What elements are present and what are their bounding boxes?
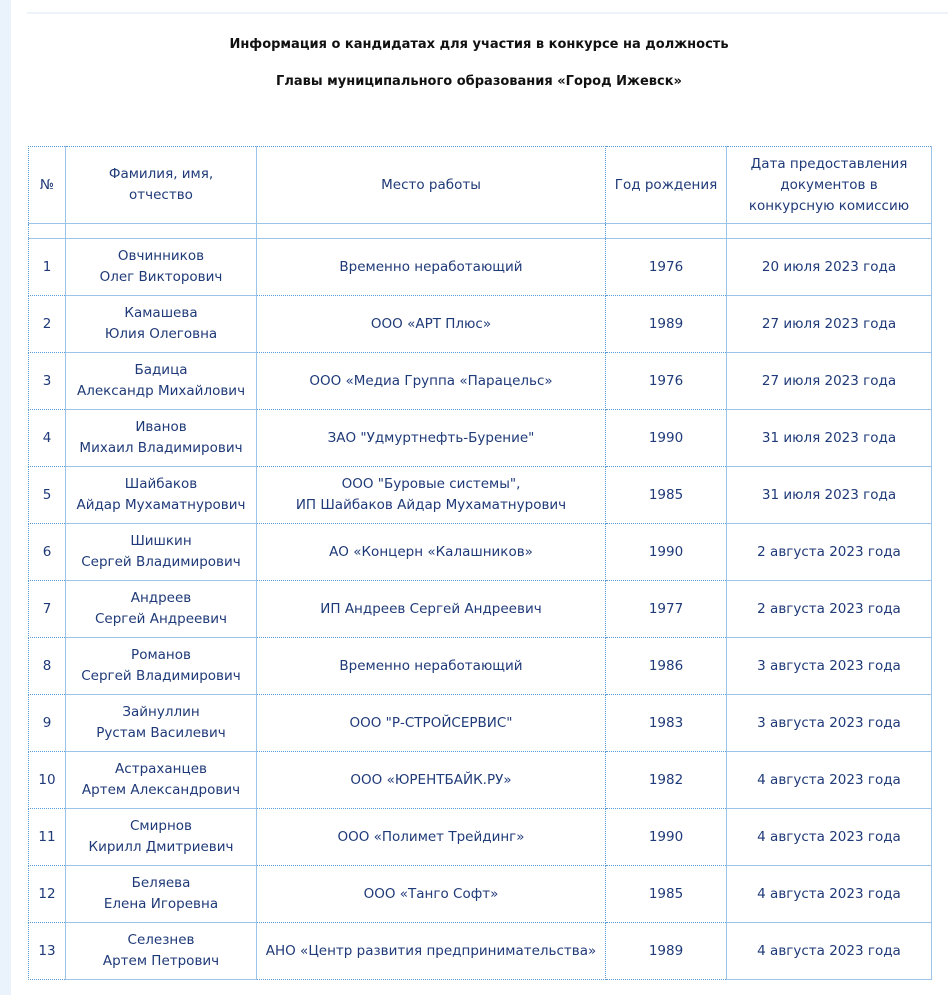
surname: Смирнов: [130, 818, 192, 834]
workplace: АО «Концерн «Калашников»: [329, 543, 533, 560]
row-name: [66, 923, 257, 980]
row-work: [257, 467, 606, 524]
table-row: [29, 296, 932, 353]
workplace-2: ИП Шайбаков Айдар Мухаматнурович: [295, 497, 567, 513]
table-row: [29, 239, 932, 296]
surname: Бадица: [134, 362, 188, 378]
spacer-row: [29, 224, 932, 239]
table-row: [29, 752, 932, 809]
left-sidebar-strip: [0, 0, 11, 995]
table-header: [29, 147, 932, 224]
workplace: ООО «Танго Софт»: [363, 885, 499, 902]
row-num: 3: [29, 353, 66, 410]
row-num: 10: [29, 752, 66, 809]
table-row: [29, 923, 932, 980]
table-row: [29, 467, 932, 524]
row-work: [257, 695, 606, 752]
workplace: ООО «Полимет Трейдинг»: [337, 828, 525, 845]
row-work: [257, 866, 606, 923]
surname: Камашева: [124, 305, 198, 321]
row-name: [66, 638, 257, 695]
row-num: 6: [29, 524, 66, 581]
page-subtitle: Главы муниципального образования «Город Ижевск»: [276, 74, 682, 89]
workplace: ООО "Буровые системы",: [341, 476, 521, 492]
surname: Романов: [131, 647, 191, 663]
row-date: 4 августа 2023 года: [727, 809, 932, 866]
given-names: Артем Петрович: [102, 953, 220, 969]
workplace: ЗАО "Удмуртнефть-Бурение": [327, 429, 535, 446]
row-year: 1989: [606, 296, 727, 353]
row-num: 5: [29, 467, 66, 524]
given-names: Елена Игоревна: [103, 896, 219, 912]
given-names: Юлия Олеговна: [104, 326, 218, 342]
given-names: Кирилл Дмитриевич: [88, 839, 234, 855]
row-date: 27 июля 2023 года: [727, 296, 932, 353]
surname: Селезнев: [127, 932, 195, 948]
workplace: ООО «Медиа Группа «Парацельс»: [309, 372, 553, 389]
surname: Андреев: [130, 590, 192, 606]
row-name: [66, 353, 257, 410]
row-num: 1: [29, 239, 66, 296]
table-row: [29, 524, 932, 581]
row-year: 1989: [606, 923, 727, 980]
given-names: Сергей Владимирович: [81, 668, 241, 684]
header-year: Год рождения: [606, 147, 727, 224]
given-names: Михаил Владимирович: [79, 440, 243, 456]
row-date: 4 августа 2023 года: [727, 923, 932, 980]
header-num: №: [29, 147, 66, 224]
row-work: [257, 809, 606, 866]
row-year: 1976: [606, 239, 727, 296]
row-date: 3 августа 2023 года: [727, 695, 932, 752]
table-row: [29, 410, 932, 467]
given-names: Олег Викторович: [99, 269, 223, 285]
surname: Беляева: [131, 875, 191, 891]
row-num: 2: [29, 296, 66, 353]
row-name: [66, 809, 257, 866]
row-date: 4 августа 2023 года: [727, 752, 932, 809]
given-names: Сергей Владимирович: [81, 554, 241, 570]
header-work: Место работы: [257, 147, 606, 224]
row-year: 1977: [606, 581, 727, 638]
row-year: 1985: [606, 866, 727, 923]
row-num: 7: [29, 581, 66, 638]
row-date: 3 августа 2023 года: [727, 638, 932, 695]
row-year: 1982: [606, 752, 727, 809]
row-name: [66, 467, 257, 524]
workplace: Временно неработающий: [339, 657, 523, 674]
surname: Зайнуллин: [122, 704, 200, 720]
workplace: ООО "Р-СТРОЙСЕРВИС": [349, 714, 513, 731]
row-name: [66, 410, 257, 467]
row-num: 11: [29, 809, 66, 866]
row-work: [257, 239, 606, 296]
row-date: 31 июля 2023 года: [727, 467, 932, 524]
header-name: Фамилия, имя, отчество: [66, 147, 257, 224]
given-names: Александр Михайлович: [76, 383, 246, 399]
row-work: [257, 752, 606, 809]
row-date: 2 августа 2023 года: [727, 524, 932, 581]
workplace: АНО «Центр развития предпринимательства»: [265, 942, 597, 959]
row-name: [66, 524, 257, 581]
row-num: 8: [29, 638, 66, 695]
row-year: 1986: [606, 638, 727, 695]
table-row: [29, 353, 932, 410]
row-work: [257, 923, 606, 980]
table-row: [29, 581, 932, 638]
header-date: Дата предоставления документов в конкурсную комиссию: [727, 147, 932, 224]
surname: Овчинников: [117, 248, 205, 264]
row-work: [257, 638, 606, 695]
row-year: 1983: [606, 695, 727, 752]
given-names: Сергей Андреевич: [94, 611, 228, 627]
row-year: 1990: [606, 524, 727, 581]
given-names: Айдар Мухаматнурович: [76, 497, 246, 513]
table-row: [29, 695, 932, 752]
workplace: Временно неработающий: [339, 258, 523, 275]
workplace: ООО «АРТ Плюс»: [370, 315, 492, 332]
row-num: 13: [29, 923, 66, 980]
given-names: Артем Александрович: [81, 782, 241, 798]
workplace: ООО «ЮРЕНТБАЙК.РУ»: [350, 771, 512, 788]
page-title: Информация о кандидатах для участия в конкурсе на должность: [229, 37, 729, 52]
surname: Шайбаков: [124, 476, 198, 492]
row-num: 9: [29, 695, 66, 752]
row-work: [257, 524, 606, 581]
table-row: [29, 638, 932, 695]
row-year: 1985: [606, 467, 727, 524]
row-year: 1990: [606, 809, 727, 866]
row-name: [66, 695, 257, 752]
row-work: [257, 581, 606, 638]
row-work: [257, 410, 606, 467]
row-date: 27 июля 2023 года: [727, 353, 932, 410]
row-name: [66, 866, 257, 923]
row-work: [257, 353, 606, 410]
table-row: [29, 809, 932, 866]
row-work: [257, 296, 606, 353]
row-year: 1976: [606, 353, 727, 410]
workplace: ИП Андреев Сергей Андреевич: [320, 600, 542, 617]
row-num: 4: [29, 410, 66, 467]
row-year: 1990: [606, 410, 727, 467]
row-date: 31 июля 2023 года: [727, 410, 932, 467]
given-names: Рустам Василевич: [96, 725, 226, 741]
candidates-table: [28, 146, 932, 980]
divider: [27, 12, 948, 14]
row-date: 2 августа 2023 года: [727, 581, 932, 638]
table-row: [29, 866, 932, 923]
surname: Иванов: [135, 419, 187, 435]
row-date: 20 июля 2023 года: [727, 239, 932, 296]
row-name: [66, 296, 257, 353]
row-name: [66, 239, 257, 296]
surname: Астраханцев: [115, 761, 207, 777]
surname: Шишкин: [130, 533, 192, 549]
row-name: [66, 581, 257, 638]
row-num: 12: [29, 866, 66, 923]
row-date: 4 августа 2023 года: [727, 866, 932, 923]
row-name: [66, 752, 257, 809]
